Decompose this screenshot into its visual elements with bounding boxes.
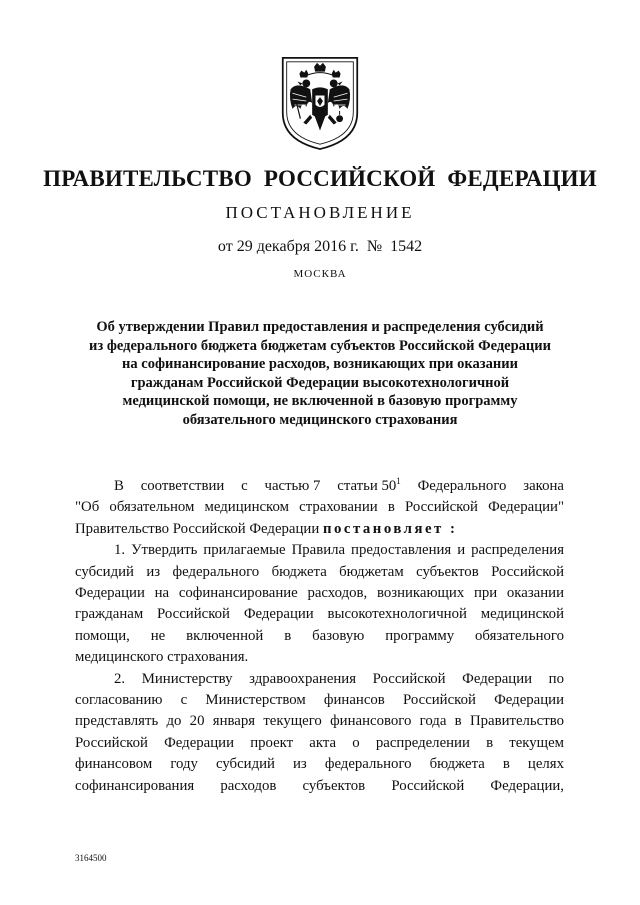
preamble-word: с <box>241 478 248 494</box>
paragraph-2-line: Российской Федерации проект акта о распределении в текущем <box>75 734 564 751</box>
paragraph-1-line: 1. Утвердить прилагаемые Правила предоставления и распределения <box>114 542 564 559</box>
document-body <box>75 476 564 797</box>
document-title <box>60 318 580 429</box>
preamble-decree-line: Правительство Российской Федерации постановляет : <box>75 520 458 537</box>
preamble-line <box>75 476 564 497</box>
paragraph-1-line: Федерации на софинансирование расходов, возникающих при оказании <box>75 585 564 602</box>
preamble-article: статьи $50^1$ <box>337 476 401 494</box>
paragraph-1-line: гражданам Российской Федерации высокотехнологичной медицинской <box>75 606 564 623</box>
paragraph-2-line: финансовом году субсидий из федерального бюджета в целях <box>75 756 564 773</box>
paragraph-2-line: софинансирования расходов субъектов Российской Федерации, <box>75 777 564 794</box>
paragraph-1-line: помощи, не включенной в базовую программу обязательного <box>75 627 564 644</box>
document-title-line: гражданам Российской Федерации высокотехнологичной <box>130 374 510 391</box>
preamble-word: закона <box>523 478 564 494</box>
preamble-word: частью 7 <box>264 478 321 494</box>
document-title-line: из федерального бюджета бюджетам субъектов Российской Федерации <box>89 337 551 354</box>
preamble-word: соответствии <box>140 478 225 494</box>
paragraph-2-line: представлять до 20 января текущего финансового года в Правительство <box>75 713 564 730</box>
paragraph-2-line: 2. Министерству здравоохранения Российской Федерации по <box>114 670 564 687</box>
paragraph-2-line: согласованию с Министерством финансов Российской Федерации <box>75 692 564 709</box>
government-title: ПРАВИТЕЛЬСТВО РОССИЙСКОЙ ФЕДЕРАЦИИ <box>43 166 597 191</box>
document-type: ПОСТАНОВЛЕНИЕ <box>225 203 415 222</box>
document-title-line: на софинансирование расходов, возникающих при оказании <box>122 356 518 372</box>
state-emblem-icon <box>271 54 369 152</box>
preamble-word: Федерального <box>417 478 507 494</box>
document-code: 3164500 <box>75 853 107 863</box>
preamble-law-name: "Об обязательном медицинском страховании в Российской Федерации" <box>75 499 564 516</box>
document-title-line: медицинской помощи, не включенной в базовую программу <box>122 393 518 409</box>
document-city: МОСКВА <box>293 268 347 280</box>
paragraph-1-line: медицинского страхования. <box>75 649 249 666</box>
document-date-number: от 29 декабря 2016 г. № 1542 <box>217 238 423 255</box>
article-superscript: 1 <box>396 476 401 487</box>
preamble-word: В <box>114 478 124 494</box>
document-title-line: Об утверждении Правил предоставления и распределения субсидий <box>96 319 544 335</box>
paragraph-1-line: субсидий из федерального бюджета бюджетам субъектов Российской <box>75 563 564 580</box>
decree-word: постановляет <box>322 520 444 537</box>
document-title-line: обязательного медицинского страхования <box>182 411 458 428</box>
